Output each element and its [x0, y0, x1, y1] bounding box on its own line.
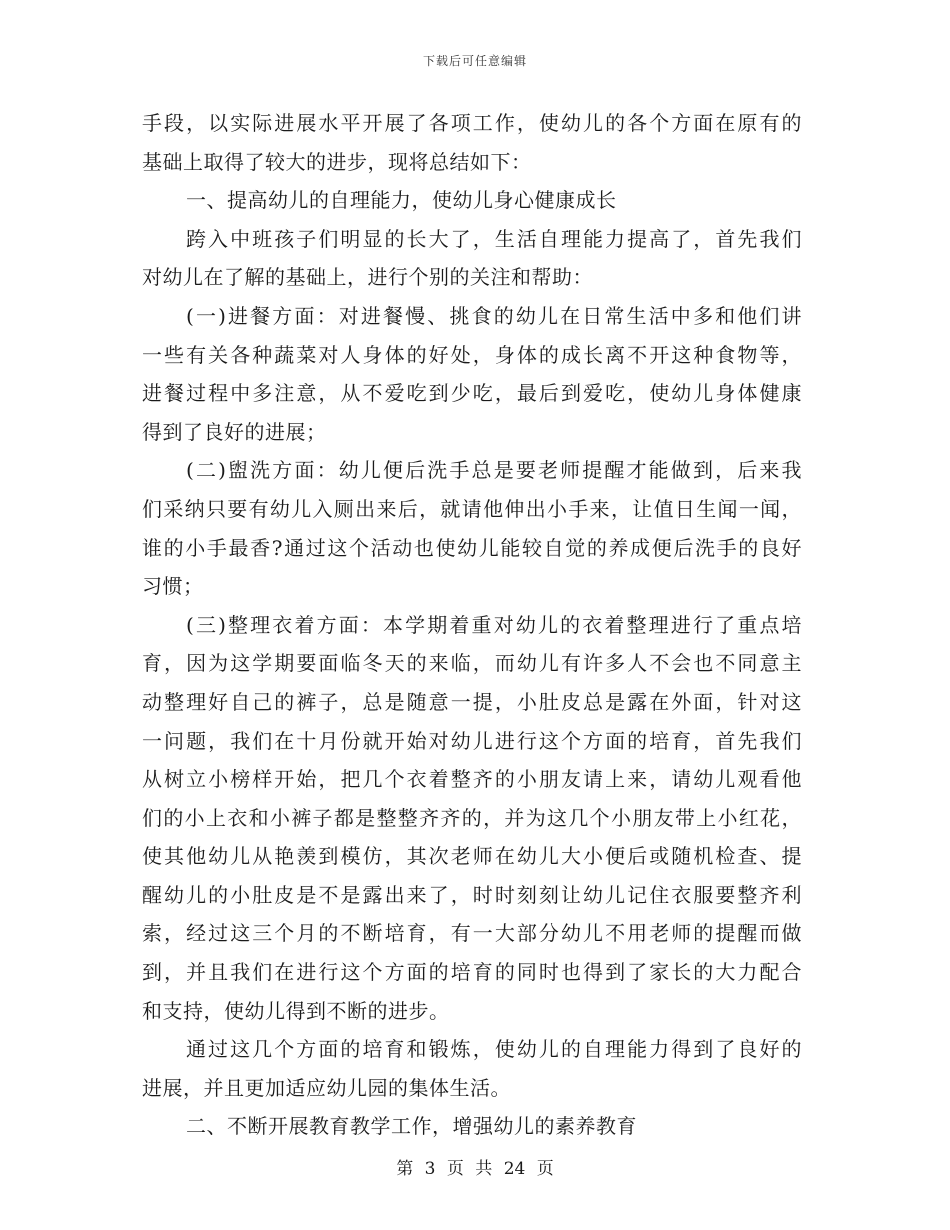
- body-line: (三)整理衣着方面：本学期着重对幼儿的衣着整理进行了重点培: [186, 612, 802, 637]
- document-body: [142, 104, 802, 1146]
- body-line: 育，因为这学期要面临冬天的来临，而幼儿有许多人不会也不同意主: [142, 651, 802, 676]
- body-line: 索，经过这三个月的不断培育，有一大部分幼儿不用老师的提醒而做: [142, 921, 802, 946]
- current-page-number: 3: [424, 1159, 436, 1179]
- body-line: 得到了良好的进展；: [142, 419, 327, 444]
- footer-prefix: 第: [396, 1159, 414, 1179]
- body-line: 进展，并且更加适应幼儿园的集体生活。: [142, 1075, 511, 1100]
- page-header: 下载后可任意编辑: [422, 54, 527, 68]
- body-line: 谁的小手最香?通过这个活动也使幼儿能较自觉的养成便后洗手的良好: [142, 535, 802, 560]
- total-pages-number: 24: [503, 1159, 526, 1179]
- body-line: 们的小上衣和小裤子都是整整齐齐的，并为这几个小朋友带上小红花，: [142, 805, 802, 830]
- body-line: 醒幼儿的小肚皮是不是露出来了，时时刻刻让幼儿记住衣服要整齐利: [142, 882, 802, 907]
- body-line: 使其他幼儿从艳羡到模仿，其次老师在幼儿大小便后或随机检查、提: [142, 844, 802, 869]
- body-line: 对幼儿在了解的基础上，进行个别的关注和帮助：: [142, 265, 593, 290]
- footer-mid: 页 共: [446, 1159, 493, 1179]
- section-heading: 二、不断开展教育教学工作，增强幼儿的素养教育: [186, 1114, 637, 1139]
- body-line: 通过这几个方面的培育和锻炼，使幼儿的自理能力得到了良好的: [186, 1037, 802, 1062]
- footer-suffix: 页: [536, 1159, 554, 1179]
- body-line: 基础上取得了较大的进步，现将总结如下：: [142, 149, 532, 174]
- body-line: 动整理好自己的裤子，总是随意一提，小肚皮总是露在外面，针对这: [142, 689, 802, 714]
- body-line: 手段，以实际进展水平开展了各项工作，使幼儿的各个方面在原有的: [142, 111, 802, 135]
- section-heading: 一、提高幼儿的自理能力，使幼儿身心健康成长: [186, 188, 617, 213]
- body-line: 和支持，使幼儿得到不断的进步。: [142, 998, 450, 1023]
- body-line: 一些有关各种蔬菜对人身体的好处，身体的成长离不开这种食物等，: [142, 342, 802, 367]
- body-line: 习惯；: [142, 574, 204, 599]
- body-line: 跨入中班孩子们明显的长大了，生活自理能力提高了，首先我们: [186, 226, 802, 251]
- body-line: 从树立小榜样开始，把几个衣着整齐的小朋友请上来，请幼儿观看他: [142, 767, 802, 792]
- body-line: (二)盥洗方面：幼儿便后洗手总是要老师提醒才能做到，后来我: [186, 458, 802, 483]
- body-line: 一问题，我们在十月份就开始对幼儿进行这个方面的培育，首先我们: [142, 728, 802, 753]
- body-line: 进餐过程中多注意，从不爱吃到少吃，最后到爱吃，使幼儿身体健康: [142, 381, 802, 406]
- body-line: 们采纳只要有幼儿入厕出来后，就请他伸出小手来，让值日生闻一闻，: [142, 496, 802, 521]
- page-footer: [0, 1154, 950, 1179]
- body-line: 到，并且我们在进行这个方面的培育的同时也得到了家长的大力配合: [142, 960, 802, 985]
- body-line: (一)进餐方面：对进餐慢、挑食的幼儿在日常生活中多和他们讲: [186, 303, 802, 328]
